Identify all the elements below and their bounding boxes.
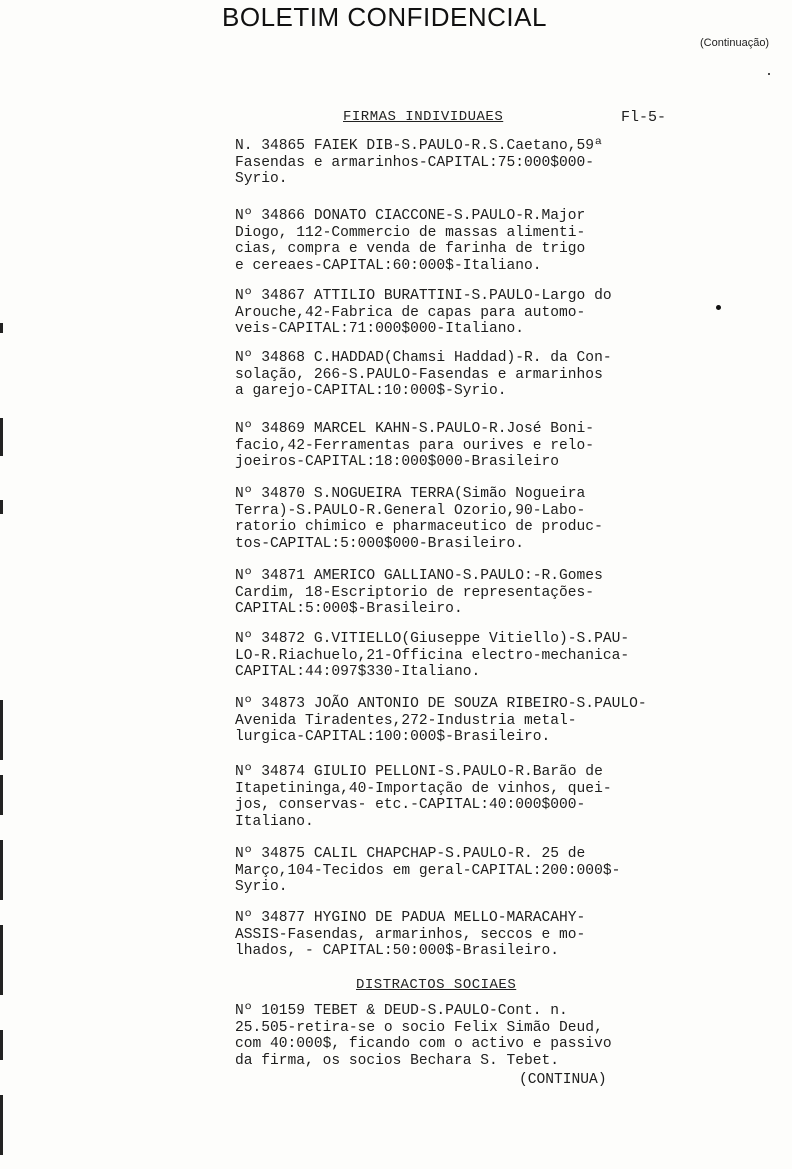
scan-edge-mark bbox=[0, 840, 3, 900]
bulletin-title: BOLETIM CONFIDENCIAL bbox=[222, 2, 547, 32]
scan-edge-mark bbox=[0, 418, 3, 456]
scan-edge-mark bbox=[0, 323, 3, 333]
scan-edge-mark bbox=[0, 700, 3, 760]
section-heading-distractos: DISTRACTOS SOCIAES bbox=[356, 977, 517, 993]
registry-entry: Nº 34870 S.NOGUEIRA TERRA(Simão Nogueira Terra)-S.PAULO-R.General Ozorio,90-Labo- ratorio chimico e pharmaceutico de produc- tos-CAPITAL:5:000$000-Brasileiro. bbox=[235, 486, 603, 552]
scan-edge-mark bbox=[0, 925, 3, 995]
registry-entry: Nº 34866 DONATO CIACCONE-S.PAULO-R.Major Diogo, 112-Commercio de massas alimenti- cias, compra e venda de farinha de trigo e cereaes-CAPITAL:60:000$-Italiano. bbox=[235, 208, 586, 274]
registry-entry: Nº 34873 JOÃO ANTONIO DE SOUZA RIBEIRO-S.PAULO- Avenida Tiradentes,272-Industria metal- lurgica-CAPITAL:100:000$-Brasileiro. bbox=[235, 696, 647, 746]
continua-note: (CONTINUA) bbox=[519, 1072, 607, 1088]
scan-edge-mark bbox=[0, 1030, 3, 1060]
folio-number: Fl-5- bbox=[621, 109, 667, 126]
registry-entry: Nº 34874 GIULIO PELLONI-S.PAULO-R.Barão de Itapetininga,40-Importação de vinhos, quei- jos, conservas- etc.-CAPITAL:40:000$000- Italiano. bbox=[235, 764, 612, 830]
registry-entry: Nº 34869 MARCEL KAHN-S.PAULO-R.José Boni- facio,42-Ferramentas para ourives e relo- joeiros-CAPITAL:18:000$000-Brasileiro bbox=[235, 421, 595, 471]
scan-edge-mark bbox=[0, 500, 3, 514]
registry-entry: N. 34865 FAIEK DIB-S.PAULO-R.S.Caetano,59ª Fasendas e armarinhos-CAPITAL:75:000$000- Syrio. bbox=[235, 138, 603, 188]
registry-entry: Nº 34877 HYGINO DE PADUA MELLO-MARACAHY- ASSIS-Fasendas, armarinhos, seccos e mo- lhados, - CAPITAL:50:000$-Brasileiro. bbox=[235, 910, 586, 960]
scan-edge-mark bbox=[0, 775, 3, 815]
registry-entry: Nº 34875 CALIL CHAPCHAP-S.PAULO-R. 25 de Março,104-Tecidos em geral-CAPITAL:200:000$- Syrio. bbox=[235, 846, 621, 896]
scan-speck bbox=[768, 73, 770, 75]
section-heading-firmas: FIRMAS INDIVIDUAES bbox=[343, 109, 504, 125]
registry-entry: Nº 34868 C.HADDAD(Chamsi Haddad)-R. da Con- solação, 266-S.PAULO-Fasendas e armarinhos a garejo-CAPITAL:10:000$-Syrio. bbox=[235, 350, 612, 400]
continuation-note: (Continuação) bbox=[700, 37, 770, 49]
registry-entry: Nº 34872 G.VITIELLO(Giuseppe Vitiello)-S.PAU- LO-R.Riachuelo,21-Officina electro-mechanica- CAPITAL:44:097$330-Italiano. bbox=[235, 631, 630, 681]
distracto-entry: Nº 10159 TEBET & DEUD-S.PAULO-Cont. n. 25.505-retira-se o socio Felix Simão Deud, com 40:000$, ficando com o activo e passivo da firma, os socios Bechara S. Tebet. bbox=[235, 1003, 612, 1069]
registry-entry: Nº 34867 ATTILIO BURATTINI-S.PAULO-Largo do Arouche,42-Fabrica de capas para automo- veis-CAPITAL:71:000$000-Italiano. bbox=[235, 288, 612, 338]
scan-speck bbox=[716, 305, 721, 310]
registry-entry: Nº 34871 AMERICO GALLIANO-S.PAULO:-R.Gomes Cardim, 18-Escriptorio de representações- CAPITAL:5:000$-Brasileiro. bbox=[235, 568, 603, 618]
scan-edge-mark bbox=[0, 1095, 3, 1155]
